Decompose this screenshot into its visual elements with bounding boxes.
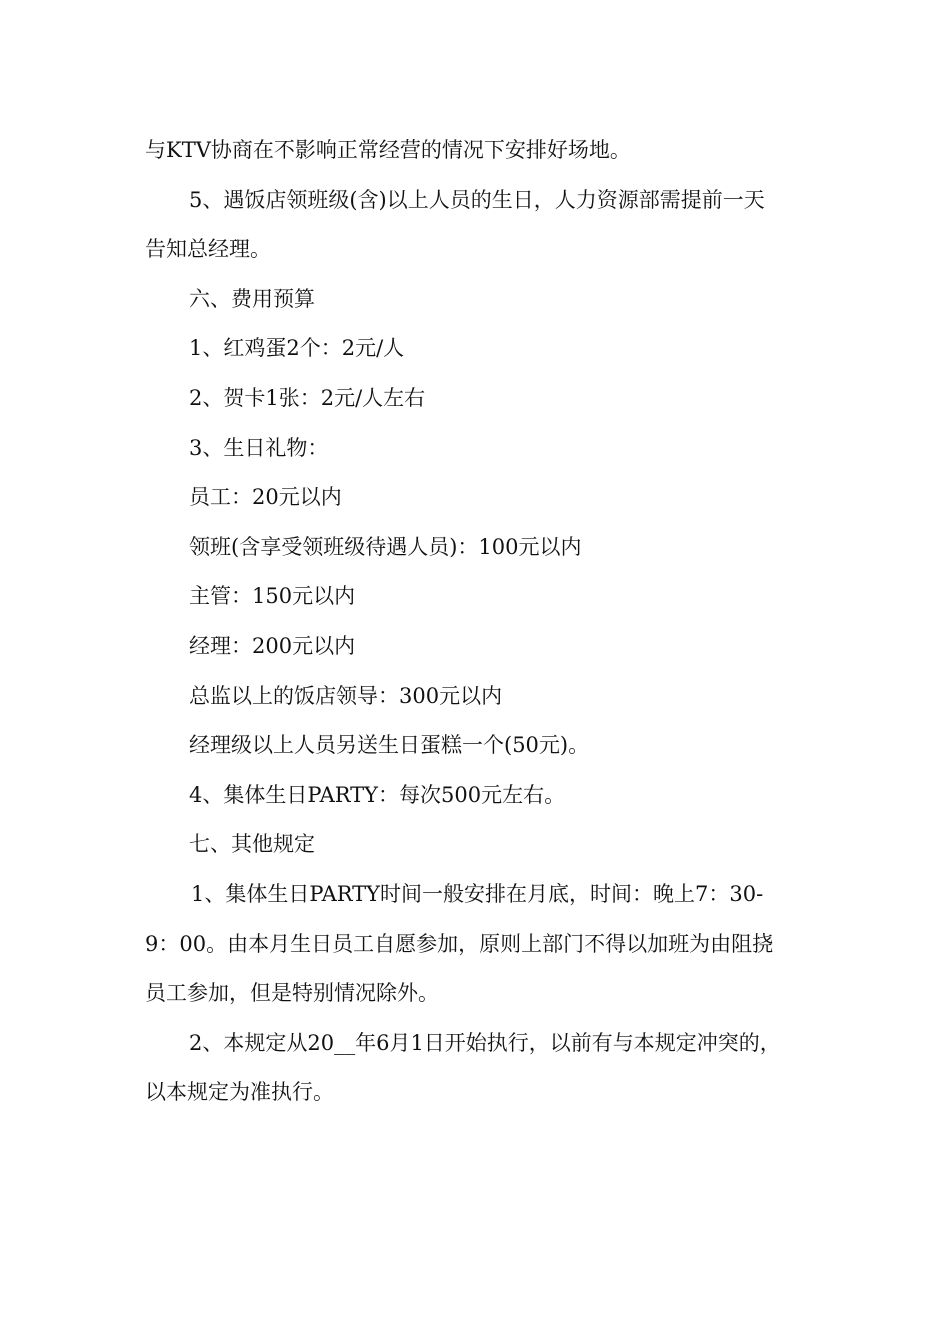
section-heading: 七、其他规定 [189,832,315,857]
document-body [145,126,825,1118]
text-line: 与KTV协商在不影响正常经营的情况下安排好场地。 [145,138,631,162]
text-line: 员工：20元以内 [189,485,342,510]
text-line: 9：00。由本月生日员工自愿参加，原则上部门不得以加班为由阻挠 [145,931,774,956]
text-line: 3、生日礼物： [189,435,329,460]
text-line: 5、遇饭店领班级(含)以上人员的生日，人力资源部需提前一天 [189,187,765,212]
text-line: 1、红鸡蛋2个：2元/人 [189,336,405,361]
text-line: 2、贺卡1张：2元/人左右 [189,385,426,410]
text-line: 员工参加，但是特别情况除外。 [145,981,439,1006]
text-line: 总监以上的饭店领导：300元以内 [189,683,503,708]
section-heading: 六、费用预算 [189,286,315,311]
text-line: 2、本规定从20__年6月1日开始执行，以前有与本规定冲突的， [189,1030,781,1055]
text-line: 经理级以上人员另送生日蛋糕一个(50元)。 [189,733,590,758]
text-line: 4、集体生日PARTY：每次500元左右。 [189,782,566,807]
text-line: 领班(含享受领班级待遇人员)：100元以内 [189,534,582,559]
text-line: 主管：150元以内 [189,584,356,609]
text-line: 以本规定为准执行。 [145,1080,334,1105]
text-line: 经理：200元以内 [189,633,356,658]
text-line: 1、集体生日PARTY时间一般安排在月底，时间：晚上7：30- [191,881,764,906]
text-line: 告知总经理。 [145,237,271,262]
